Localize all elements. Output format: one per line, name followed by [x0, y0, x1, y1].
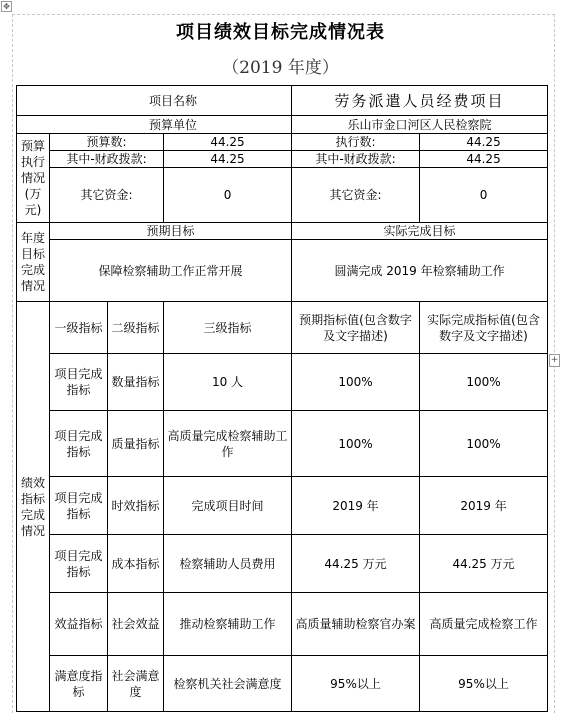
actual-value-cell[interactable]: 高质量完成检察工作 [420, 593, 548, 656]
other-funds-label-1: 其它资金: [50, 168, 164, 223]
expected-target-header: 预期目标 [50, 223, 292, 240]
expected-value-cell[interactable]: 100% [292, 411, 420, 477]
budget-unit-row [17, 116, 548, 134]
page-guide-top [12, 14, 555, 15]
level1-header: 一级指标 [50, 302, 108, 354]
other-funds-value-1[interactable]: 0 [164, 168, 292, 223]
project-name-value[interactable]: 劳务派遣人员经费项目 [292, 86, 548, 116]
indicator-row [17, 477, 548, 535]
actual-value-cell[interactable]: 2019 年 [420, 477, 548, 535]
indicator-header-row [17, 302, 548, 354]
level1-cell: 满意度指标 [50, 656, 108, 712]
level2-cell: 时效指标 [108, 477, 164, 535]
expected-target-value[interactable]: 保障检察辅助工作正常开展 [50, 240, 292, 302]
actual-value-cell[interactable]: 100% [420, 354, 548, 411]
other-funds-label-2: 其它资金: [292, 168, 420, 223]
budget-count-value[interactable]: 44.25 [164, 134, 292, 151]
executed-value[interactable]: 44.25 [420, 134, 548, 151]
level1-cell: 项目完成指标 [50, 354, 108, 411]
fiscal-value-2[interactable]: 44.25 [420, 151, 548, 168]
actual-value-cell[interactable]: 44.25 万元 [420, 535, 548, 593]
level2-cell: 社会效益 [108, 593, 164, 656]
annual-header-row [17, 223, 548, 240]
level1-cell: 项目完成指标 [50, 411, 108, 477]
indicator-row [17, 593, 548, 656]
expected-value-header: 预期指标值(包含数字及文字描述) [292, 302, 420, 354]
other-funds-row [17, 168, 548, 223]
actual-value-header: 实际完成指标值(包含数字及文字描述) [420, 302, 548, 354]
fiscal-label-2: 其中-财政拨款: [292, 151, 420, 168]
budget-section-label: 预算执行情况(万元) [17, 134, 50, 223]
expected-value-cell[interactable]: 95%以上 [292, 656, 420, 712]
level1-cell: 效益指标 [50, 593, 108, 656]
level2-cell: 社会满意度 [108, 656, 164, 712]
expected-value-cell[interactable]: 高质量辅助检察官办案 [292, 593, 420, 656]
page-guide-left [12, 14, 13, 713]
row-insert-plus-icon[interactable]: + [550, 355, 559, 365]
document-year: （2019 年度） [222, 58, 339, 78]
fiscal-label-1: 其中-财政拨款: [50, 151, 164, 168]
fiscal-row [17, 151, 548, 168]
level3-cell[interactable]: 推动检察辅助工作 [164, 593, 292, 656]
actual-target-value[interactable]: 圆满完成 2019 年检察辅助工作 [292, 240, 548, 302]
expected-value-cell[interactable]: 44.25 万元 [292, 535, 420, 593]
performance-section-label: 绩效指标完成情况 [17, 302, 50, 712]
level3-header: 三级指标 [164, 302, 292, 354]
level2-cell: 质量指标 [108, 411, 164, 477]
indicator-row [17, 656, 548, 712]
level2-cell: 成本指标 [108, 535, 164, 593]
level3-cell[interactable]: 10 人 [164, 354, 292, 411]
level3-cell[interactable]: 完成项目时间 [164, 477, 292, 535]
actual-value-cell[interactable]: 95%以上 [420, 656, 548, 712]
actual-target-header: 实际完成目标 [292, 223, 548, 240]
expected-value-cell[interactable]: 2019 年 [292, 477, 420, 535]
level3-cell[interactable]: 高质量完成检察辅助工作 [164, 411, 292, 477]
annual-content-row [17, 240, 548, 302]
budget-count-label: 预算数: [50, 134, 164, 151]
indicator-row [17, 411, 548, 477]
level3-cell[interactable]: 检察辅助人员费用 [164, 535, 292, 593]
executed-label: 执行数: [292, 134, 420, 151]
project-name-row [17, 86, 548, 116]
budget-count-row [17, 134, 548, 151]
budget-unit-value[interactable]: 乐山市金口河区人民检察院 [292, 116, 548, 134]
budget-unit-label: 预算单位 [17, 116, 292, 134]
annual-section-label: 年度目标完成情况 [17, 223, 50, 302]
expected-value-cell[interactable]: 100% [292, 354, 420, 411]
level1-cell: 项目完成指标 [50, 535, 108, 593]
level1-cell: 项目完成指标 [50, 477, 108, 535]
document-title: 项目绩效目标完成情况表 [176, 22, 385, 43]
level3-cell[interactable]: 检察机关社会满意度 [164, 656, 292, 712]
table-move-handle-icon[interactable]: ✥ [1, 1, 12, 12]
indicator-row [17, 354, 548, 411]
other-funds-value-2[interactable]: 0 [420, 168, 548, 223]
level2-header: 二级指标 [108, 302, 164, 354]
actual-value-cell[interactable]: 100% [420, 411, 548, 477]
fiscal-value-1[interactable]: 44.25 [164, 151, 292, 168]
level2-cell: 数量指标 [108, 354, 164, 411]
project-name-label: 项目名称 [17, 86, 292, 116]
indicator-row [17, 535, 548, 593]
performance-table [16, 85, 548, 712]
